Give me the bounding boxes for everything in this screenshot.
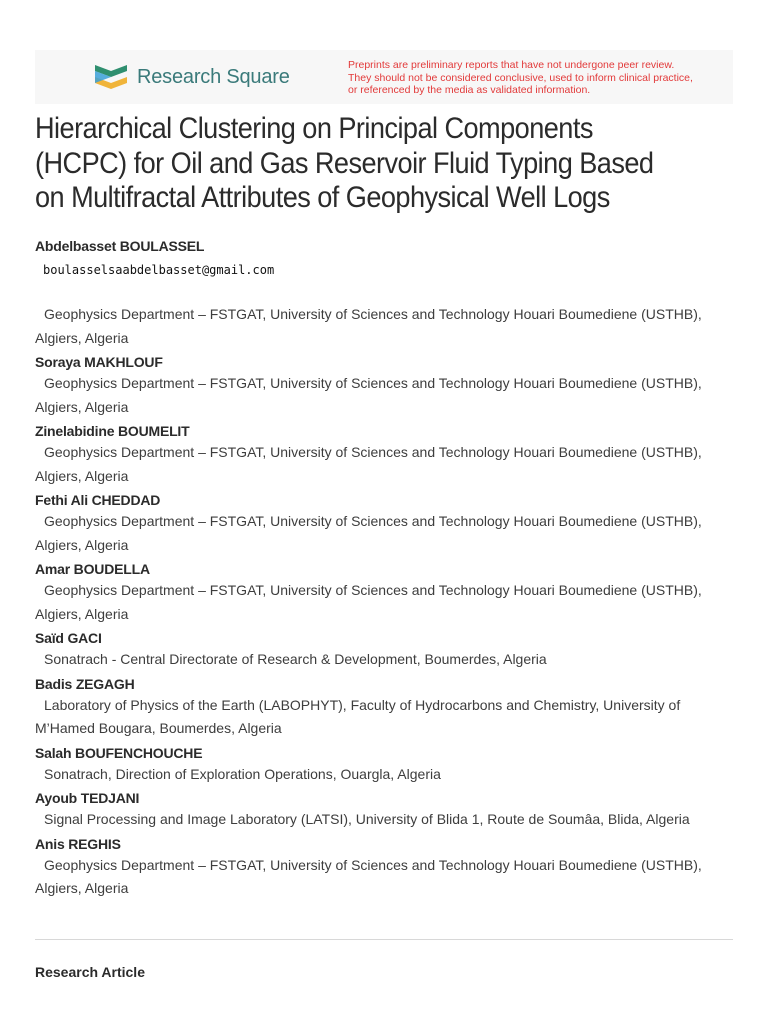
author-name: Ayoub TEDJANI bbox=[35, 790, 140, 806]
notice-line: Preprints are preliminary reports that have not undergone peer review. bbox=[348, 59, 675, 71]
author-entry bbox=[35, 236, 735, 350]
brand-name: Research Square bbox=[137, 65, 290, 88]
author-list bbox=[35, 236, 735, 903]
notice-line: or referenced by the media as validated information. bbox=[348, 84, 591, 96]
author-entry bbox=[35, 788, 735, 832]
author-entry bbox=[35, 559, 735, 626]
author-affiliation: Geophysics Department – FSTGAT, University of Sciences and Technology Houari Boumediene (USTHB), Algiers, Algeria bbox=[35, 375, 702, 415]
research-square-logo[interactable] bbox=[93, 62, 290, 92]
author-name: Saïd GACI bbox=[35, 630, 102, 646]
author-entry bbox=[35, 743, 735, 787]
author-affiliation: Geophysics Department – FSTGAT, University of Sciences and Technology Houari Boumediene (USTHB), Algiers, Algeria bbox=[35, 856, 702, 896]
author-entry bbox=[35, 834, 735, 901]
author-affiliation: Geophysics Department – FSTGAT, University of Sciences and Technology Houari Boumediene (USTHB), Algiers, Algeria bbox=[35, 306, 702, 346]
research-square-logo-icon bbox=[93, 62, 129, 92]
author-affiliation: Geophysics Department – FSTGAT, University of Sciences and Technology Houari Boumediene (USTHB), Algiers, Algeria bbox=[35, 582, 702, 622]
author-affiliation: Sonatrach - Central Directorate of Research & Development, Boumerdes, Algeria bbox=[44, 651, 547, 667]
author-name: Fethi Ali CHEDDAD bbox=[35, 492, 161, 508]
author-name: Abdelbasset BOULASSEL bbox=[35, 238, 205, 254]
author-affiliation: Laboratory of Physics of the Earth (LABOPHYT), Faculty of Hydrocarbons and Chemistry, University of M’Hamed Bougara, Boumerdes, Algeria bbox=[35, 696, 681, 736]
paper-title: Hierarchical Clustering on Principal Components (HCPC) for Oil and Gas Reservoir Fluid Typing Based on Multifractal Attributes of Geophysical Well Logs bbox=[35, 112, 654, 214]
author-entry bbox=[35, 421, 735, 488]
author-affiliation: Sonatrach, Direction of Exploration Operations, Ouargla, Algeria bbox=[44, 765, 441, 782]
author-affiliation: Signal Processing and Image Laboratory (LATSI), University of Blida 1, Route de Soumâa, Blida, Algeria bbox=[44, 811, 690, 827]
author-entry bbox=[35, 352, 735, 419]
author-name: Soraya MAKHLOUF bbox=[35, 354, 163, 370]
author-entry bbox=[35, 674, 735, 741]
author-name: Zinelabidine BOUMELIT bbox=[35, 423, 190, 439]
notice-line: They should not be considered conclusive, used to inform clinical practice, bbox=[348, 71, 693, 84]
author-name: Salah BOUFENCHOUCHE bbox=[35, 744, 203, 761]
author-name: Amar BOUDELLA bbox=[35, 561, 150, 577]
section-divider bbox=[35, 939, 733, 940]
author-email[interactable]: boulasselsaabdelbasset@gmail.com bbox=[43, 263, 275, 277]
author-name: Badis ZEGAGH bbox=[35, 675, 135, 692]
preprint-header bbox=[35, 50, 733, 104]
author-entry bbox=[35, 628, 735, 672]
article-type-label: Research Article bbox=[35, 964, 145, 980]
author-name: Anis REGHIS bbox=[35, 835, 121, 852]
author-entry bbox=[35, 490, 735, 557]
author-affiliation: Geophysics Department – FSTGAT, University of Sciences and Technology Houari Boumediene (USTHB), Algiers, Algeria bbox=[35, 513, 702, 553]
preprint-notice bbox=[348, 59, 728, 97]
author-affiliation: Geophysics Department – FSTGAT, University of Sciences and Technology Houari Boumediene (USTHB), Algiers, Algeria bbox=[35, 444, 702, 484]
